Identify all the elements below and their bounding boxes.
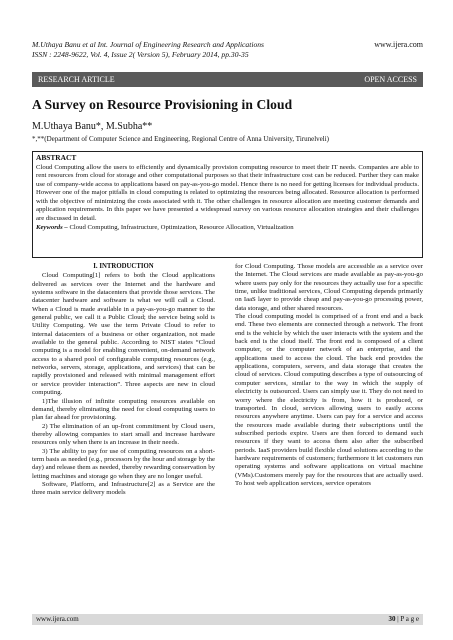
right-column — [235, 263, 423, 488]
section-heading-introduction: I. INTRODUCTION — [93, 263, 154, 270]
issn-line: ISSN : 2248-9622, Vol. 4, Issue 2( Version 5), February 2014, pp.30-35 — [32, 50, 249, 59]
journal-citation-line: M.Uthaya Banu et al Int. Journal of Engineering Research and Applications — [32, 40, 264, 49]
paper-authors: M.Uthaya Banu*, M.Subha** — [32, 121, 153, 132]
journal-header — [32, 40, 423, 60]
open-access-label: OPEN ACCESS — [364, 75, 417, 84]
intro-paragraph-1: Cloud Computing[1] refers to both the Cloud applications delivered as services over the Internet and the hardware and systems software in the datacenters that provide those services. The datacenter hardware and software is what we will call a Cloud. When a Cloud is made available in a pay-as-you-go manner to the general public, we call it a Public Cloud; the service being sold is Utility Computing. We use the term Private Cloud to refer to internal datacenters of a business or other organization, not made available to the general public. According to NIST states “Cloud computing is a model for enabling convenient, on-demand network access to a shared pool of configurable computing resources (e.g., networks, servers, storage, applications, and services) that can be rapidly provisioned and released with minimal management effort or service provider interaction”. Three aspects are new in cloud computing. — [32, 272, 215, 397]
abstract-body: Cloud Computing allow the users to efficiently and dynamically provision computing resource to meet their IT needs. Companies are able to rent resources from cloud for storage and other computational purposes so that their infrastructure cost can be reduced. Further they can make use of company-wide access to applications based on pay-as-you-go model. Hence there is no need for getting licenses for individual products. However one of the major pitfalls in cloud computing is related to optimizing the resources being allocated. Resource allocation is performed with the objective of minimizing the costs associated with it. The other challenges in resource allocation are meeting customer demands and application requirements. In this paper we have presented a widespread survey on various resource allocation strategies and their challenges are discussed in detail. — [36, 163, 419, 222]
author-affiliation: *,**(Department of Computer Science and Engineering, Regional Centre of Anna University, Tirunelveli) — [32, 135, 329, 143]
left-column — [32, 263, 215, 498]
intro-paragraph-3: 2) The elimination of an up-front commitment by Cloud users, thereby allowing companies to start small and increase hardware resources only when there is an increase in their needs. — [32, 422, 215, 447]
keywords-list: Cloud Computing, Infrastructure, Optimization, Resource Allocation, Virtualization — [67, 224, 294, 231]
journal-url[interactable]: www.ijera.com — [374, 40, 423, 49]
paper-title: A Survey on Resource Provisioning in Cloud — [32, 97, 293, 112]
right-paragraph-2: The cloud computing model is comprised of a front end and a back end. These two elements are connected through a network. The front end is the vehicle by which the user interacts with the system and the back end is the cloud itself. The front end is composed of a client computer, or the computer network of an enterprise, and the applications used to access the cloud. The back end provides the applications, computers, servers, and data storage that creates the cloud of services. Cloud computing describes a type of outsourcing of computer services, similar to the way in which the supply of electricity is outsourced. Users can simply use it. They do not need to worry where the electricity is from, how it is produced, or transported. In cloud, services allowing users to easily access resources anywhere anytime. Users can pay for a service and access the resources made available during their subscriptions until the subscribed periods expire. Users are then forced to demand such resources if they want to access them also after the subscribed periods. IaaS providers build flexible cloud solutions according to the hardware requirements of customers; furthermore it let customers run operating systems and software applications on virtual machine (VMs).Customers merely pay for the resources that are actually used. To host web application services, service operators — [235, 313, 423, 487]
keywords-line — [36, 224, 419, 233]
article-type-label: RESEARCH ARTICLE — [38, 75, 115, 84]
keywords-label: Keywords – — [36, 224, 68, 231]
page-number-suffix: | P a g e — [395, 615, 419, 623]
right-paragraph-1: for Cloud Computing. Those models are accessible as a service over the Internet. The Cloud services are made available as pay-as-you-go where users pay only for the resources they actually use for a specific time, unlike traditional services, Cloud Computing depends primarily on IaaS layer to provide cheap and pay-as-you-go processing power, data storage, and other shared resources. — [235, 263, 423, 312]
abstract-box — [32, 151, 423, 258]
intro-paragraph-5: Software, Platform, and Infrastructure[2] as a Service are the three main service delivery models — [32, 480, 215, 497]
page-number — [389, 614, 420, 625]
page-number-value: 30 — [388, 615, 396, 623]
intro-paragraph-4: 3) The ability to pay for use of computing resources on a short-term basis as needed (e.g., processors by the hour and storage by the day) and release them as needed, thereby rewarding conservation by letting machines and storage go when they are no longer useful. — [32, 447, 215, 480]
intro-paragraph-2: 1)The illusion of infinite computing resources available on demand, thereby eliminating the need for cloud computing users to plan far ahead for provisioning. — [32, 397, 215, 422]
abstract-heading: ABSTRACT — [36, 153, 77, 162]
page-footer — [32, 614, 423, 625]
article-type-band — [32, 72, 423, 87]
footer-url[interactable]: www.ijera.com — [36, 615, 79, 623]
